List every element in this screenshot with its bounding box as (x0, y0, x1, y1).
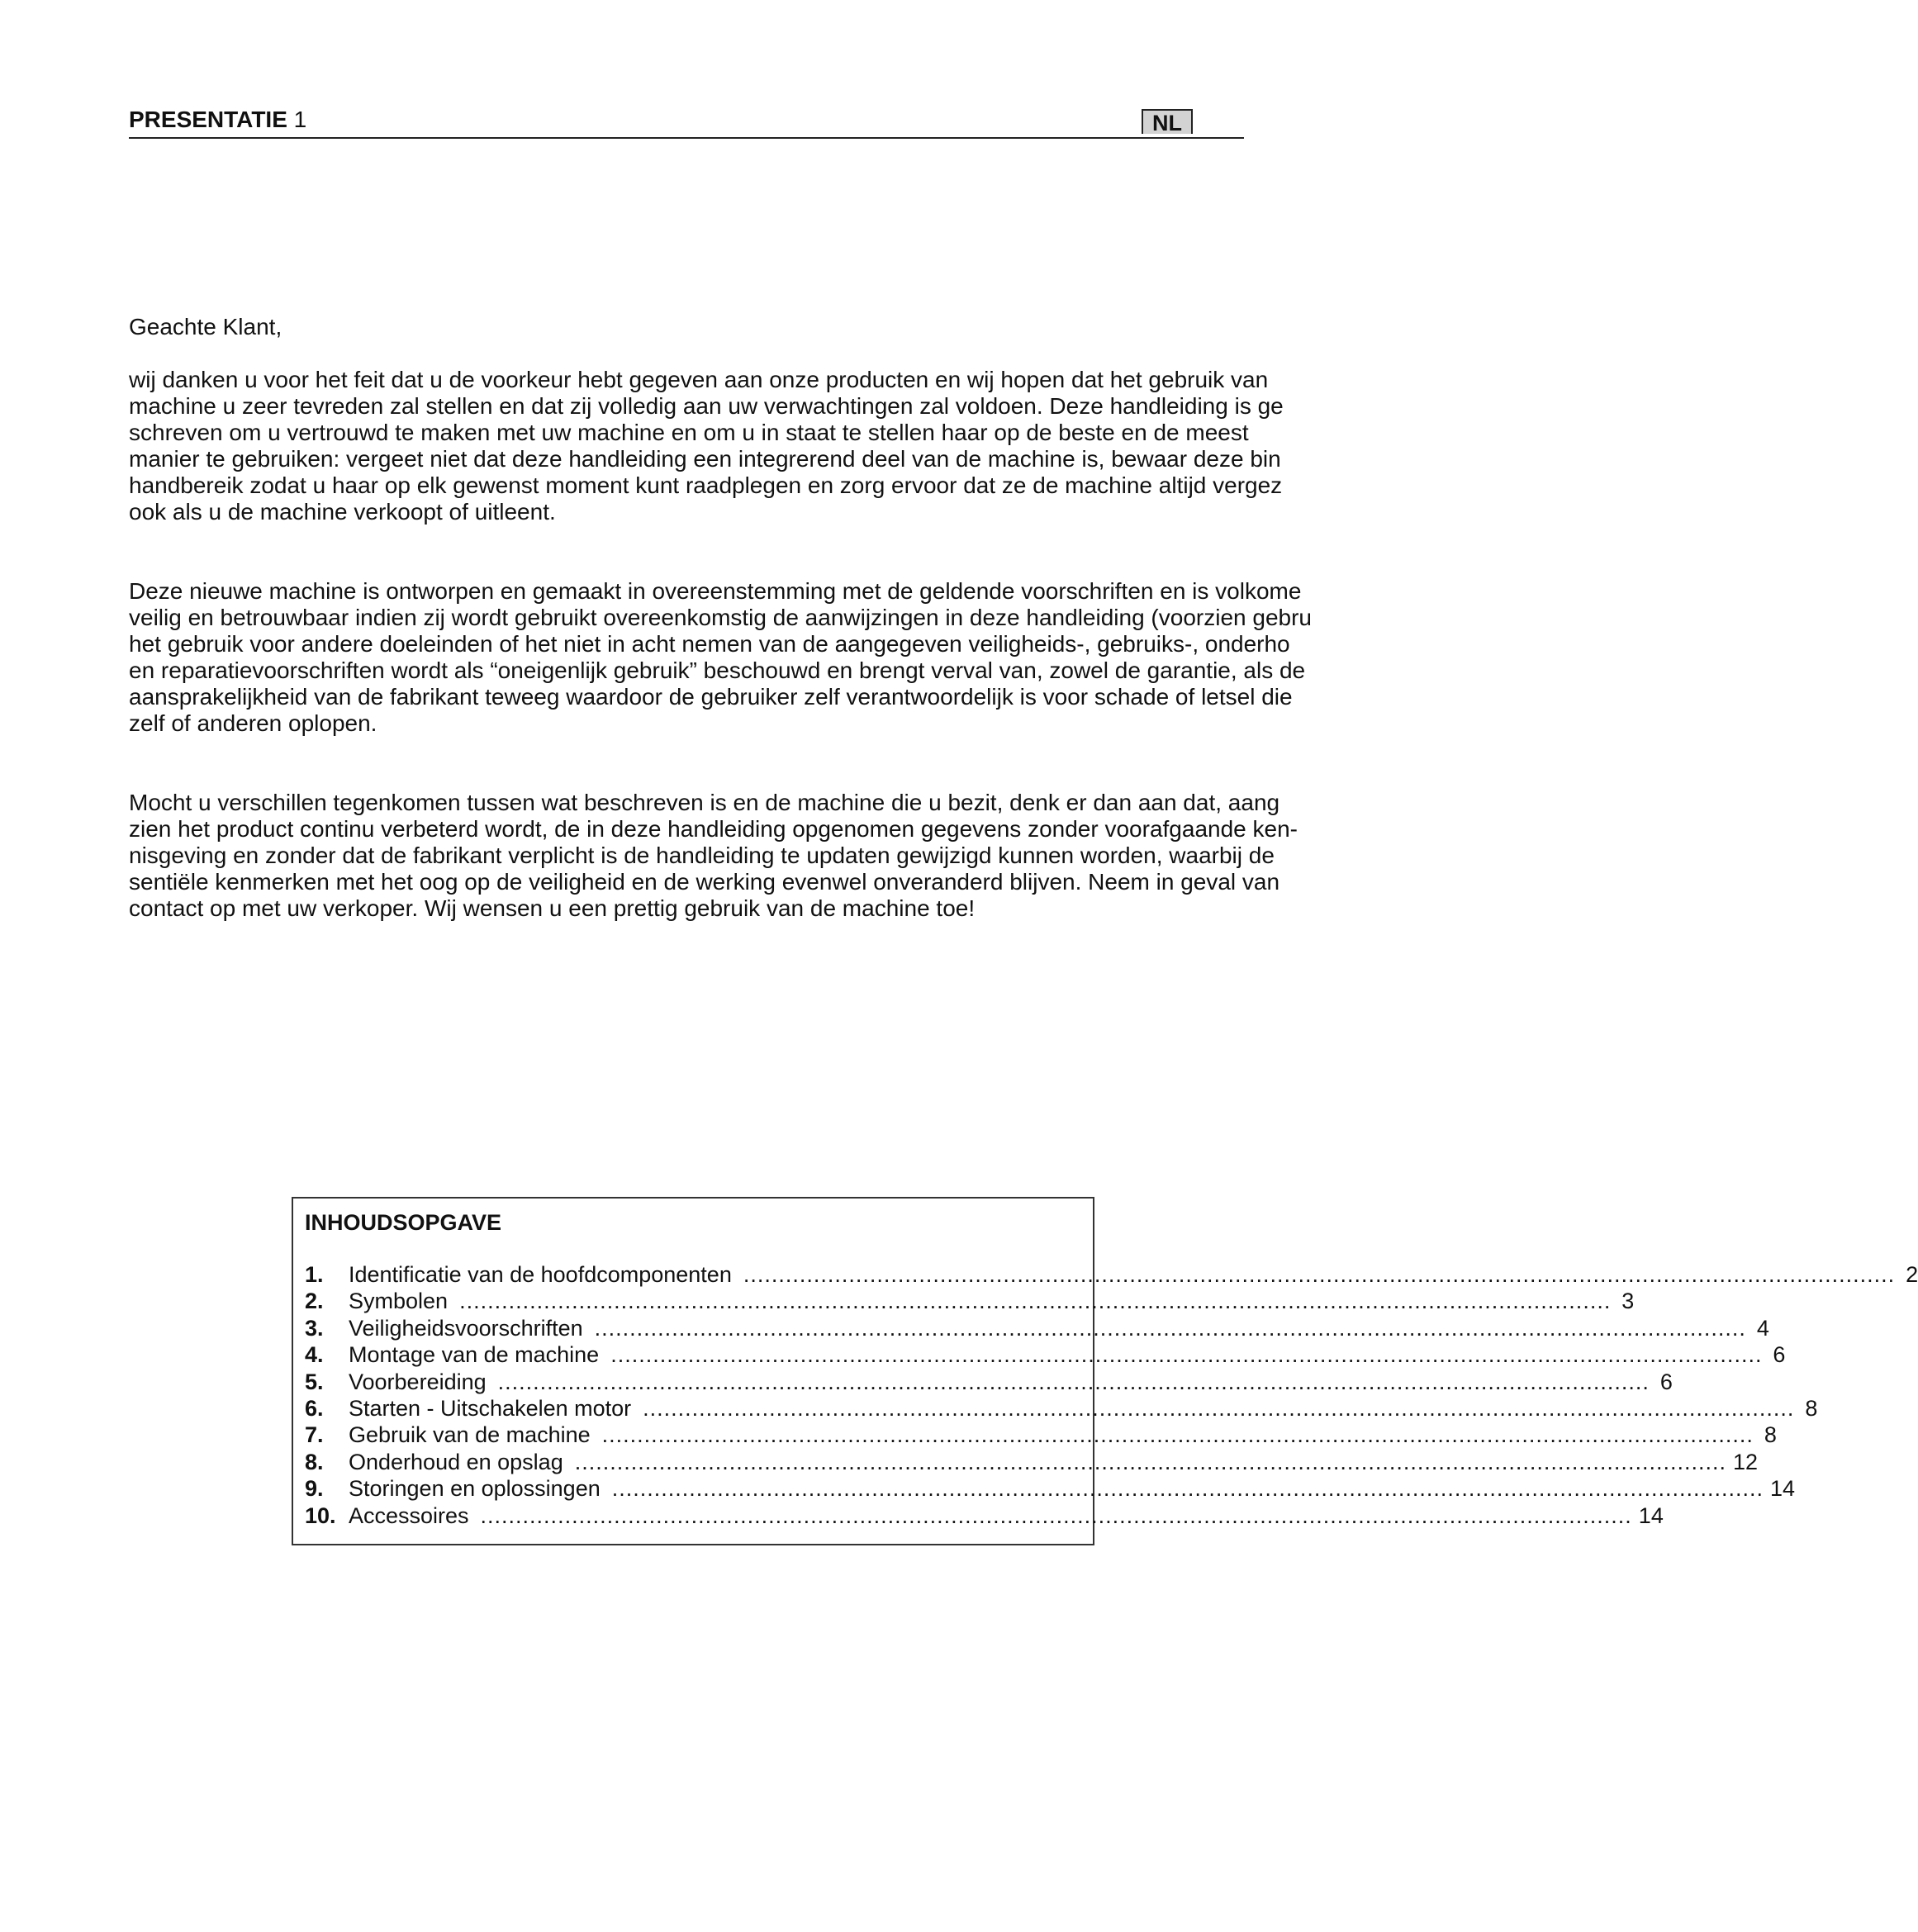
toc-item-label: Montage van de machine (349, 1342, 600, 1368)
toc-item-page: 12 (1732, 1449, 1759, 1474)
toc-leader-dots: .................................................................................................................................................................... (743, 1262, 1896, 1287)
text-line: wij danken u voor het feit dat u de voorkeur hebt gegeven aan onze producten en wij hopen dat het gebruik van (129, 367, 1269, 392)
toc-leader-dots: .................................................................................................................................................................... (643, 1395, 1795, 1421)
toc-item-page: 3 (1621, 1289, 1635, 1314)
toc-item-number: 8. (305, 1449, 324, 1474)
toc-item-number: 9. (305, 1476, 324, 1502)
toc-leader-dots: .................................................................................................................................................................... (610, 1342, 1763, 1368)
toc-leader-dots: .................................................................................................................................................................... (459, 1289, 1612, 1314)
toc-item-label: Gebruik van de machine (349, 1422, 591, 1448)
toc-item[interactable] (305, 1395, 1818, 1422)
text-line: ook als u de machine verkoopt of uitleent. (129, 499, 556, 525)
toc-item[interactable] (305, 1261, 1918, 1288)
text-line: handbereik zodat u haar op elk gewenst moment kunt raadplegen en zorg ervoor dat ze de machine altijd vergez (129, 472, 1283, 498)
toc-item[interactable] (305, 1288, 1635, 1314)
toc-item-page: 2 (1906, 1262, 1918, 1287)
toc-item[interactable] (305, 1475, 1796, 1502)
toc-item-label: Veiligheidsvoorschriften (349, 1315, 583, 1341)
paragraph-safety (129, 578, 1366, 737)
language-badge: NL (1142, 109, 1193, 134)
toc-item-number: 2. (305, 1289, 324, 1314)
toc-leader-dots: .................................................................................................................................................................... (594, 1315, 1746, 1341)
toc-item-number: 10. (305, 1502, 336, 1528)
toc-item-number: 7. (305, 1422, 324, 1448)
toc-item[interactable] (305, 1369, 1673, 1395)
toc-item-number: 3. (305, 1315, 324, 1341)
text-line: zien het product continu verbeterd wordt, de in deze handleiding opgenomen gegevens zonder voorafgaande ken- (129, 816, 1298, 842)
toc-item-page: 8 (1805, 1395, 1818, 1421)
toc-item-label: Onderhoud en opslag (349, 1449, 563, 1474)
text-line: machine u zeer tevreden zal stellen en dat zij volledig aan uw verwachtingen zal voldoen. Deze handleiding is ge (129, 393, 1284, 419)
toc-item[interactable] (305, 1341, 1786, 1368)
text-line: zelf of anderen oplopen. (129, 710, 377, 736)
page-header (129, 106, 1244, 139)
toc-item-label: Accessoires (349, 1502, 469, 1528)
toc-item-number: 5. (305, 1369, 324, 1394)
text-line: en reparatievoorschriften wordt als “oneigenlijk gebruik” beschouwd en brengt verval van, zowel de garantie, als de (129, 657, 1306, 683)
toc-title: INHOUDSOPGAVE (305, 1210, 502, 1235)
toc-item[interactable] (305, 1422, 1777, 1448)
letter-body (129, 314, 1366, 922)
toc-item-page: 6 (1773, 1342, 1786, 1368)
text-line: Mocht u verschillen tegenkomen tussen wat beschreven is en de machine die u bezit, denk er dan aan dat, aang (129, 790, 1280, 815)
toc-list (305, 1261, 1918, 1529)
toc-item-label: Storingen en oplossingen (349, 1476, 601, 1502)
toc-item[interactable] (305, 1502, 1664, 1529)
toc-item-number: 1. (305, 1262, 324, 1287)
text-line: manier te gebruiken: vergeet niet dat deze handleiding een integrerend deel van de machine is, bewaar deze bin (129, 446, 1281, 472)
text-line: schreven om u vertrouwd te maken met uw machine en om u in staat te stellen haar op de beste en de meest (129, 420, 1249, 445)
paragraph-differences (129, 790, 1366, 922)
toc-item-page: 4 (1756, 1315, 1769, 1341)
toc-item-page: 8 (1764, 1422, 1777, 1448)
text-line: veilig en betrouwbaar indien zij wordt gebruikt overeenkomstig de aanwijzingen in deze handleiding (voorzien gebru (129, 605, 1312, 630)
toc-leader-dots: .................................................................................................................................................................... (497, 1369, 1650, 1394)
section-title: PRESENTATIE (129, 107, 287, 132)
toc-leader-dots: .................................................................................................................................................................... (601, 1422, 1754, 1448)
toc-leader-dots: .................................................................................................................................................................... (480, 1502, 1632, 1528)
toc-item-label: Symbolen (349, 1289, 449, 1314)
greeting: Geachte Klant, (129, 314, 282, 339)
paragraph-intro (129, 367, 1366, 525)
text-line: Deze nieuwe machine is ontworpen en gemaakt in overeenstemming met de geldende voorschriften en is volkome (129, 578, 1302, 604)
toc-item-page: 6 (1659, 1369, 1673, 1394)
text-line: het gebruik voor andere doeleinden of het niet in acht nemen van de aangegeven veiligheids-, gebruiks-, onderho (129, 631, 1290, 657)
toc-item-number: 6. (305, 1395, 324, 1421)
toc-item-label: Voorbereiding (349, 1369, 487, 1394)
toc-leader-dots: .................................................................................................................................................................... (611, 1476, 1764, 1502)
toc-item-page: 14 (1638, 1502, 1664, 1528)
table-of-contents (292, 1197, 1918, 1545)
text-line: contact op met uw verkoper. Wij wensen u een prettig gebruik van de machine toe! (129, 895, 976, 921)
text-line: aansprakelijkheid van de fabrikant teweeg waardoor de gebruiker zelf verantwoordelijk is voor schade of letsel die (129, 684, 1293, 710)
section-number: 1 (293, 107, 307, 132)
toc-item-number: 4. (305, 1342, 324, 1368)
toc-item-label: Identificatie van de hoofdcomponenten (349, 1262, 732, 1287)
text-line: nisgeving en zonder dat de fabrikant verplicht is de handleiding te updaten gewijzigd kunnen worden, waarbij de (129, 843, 1275, 868)
text-line: sentiële kenmerken met het oog op de veiligheid en de werking evenwel onveranderd blijven. Neem in geval van (129, 869, 1280, 895)
toc-item-label: Starten - Uitschakelen motor (349, 1395, 632, 1421)
page-title (129, 106, 306, 134)
toc-item[interactable] (305, 1315, 1769, 1341)
toc-item[interactable] (305, 1449, 1759, 1475)
toc-item-page: 14 (1769, 1476, 1796, 1502)
toc-leader-dots: .................................................................................................................................................................... (574, 1449, 1726, 1474)
